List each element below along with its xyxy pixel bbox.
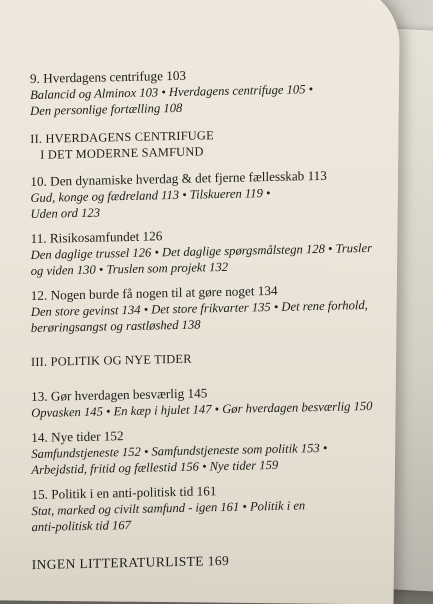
chapter-subsections: Den daglige trussel 126 • Det daglige spørgsmålstegn 128 • Trusler — [30, 240, 372, 263]
section-heading-line: II. HVERDAGENS CENTRIFUGE — [30, 128, 214, 147]
chapter-subsections: Samfundstjeneste 152 • Samfundstjeneste som politik 153 • — [31, 440, 328, 462]
chapter-subsections: Arbejdstid, fritid og fællestid 156 • Nye tider 159 — [31, 457, 279, 478]
chapter-title: 14. Nye tider 152 — [31, 428, 124, 446]
chapter-subsections: berøringsangst og rastløshed 138 — [30, 317, 201, 336]
toc-entry — [30, 63, 380, 119]
section-heading — [31, 347, 381, 370]
chapter-title: 12. Nogen burde få nogen til at gøre noget 134 — [30, 282, 278, 304]
chapter-subsections: Opvasken 145 • En kæp i hjulet 147 • Gør hverdagen besværlig 150 — [31, 398, 373, 421]
section-heading — [30, 124, 380, 163]
chapter-subsections: Den store gevinst 134 • Det store frikvarter 135 • Det rene forhold, — [30, 297, 368, 320]
section-heading-line: III. POLITIK OG NYE TIDER — [30, 351, 192, 370]
chapter-subsections: Den personlige fortælling 108 — [30, 100, 183, 119]
toc-entry — [31, 381, 381, 421]
toc-entry — [31, 223, 381, 279]
toc-entry — [31, 422, 381, 478]
chapter-subsections: Uden ord 123 — [30, 205, 101, 222]
chapter-title: 9. Hverdagens centrifuge 103 — [30, 67, 187, 87]
chapter-subsections: Balancid og Alminox 103 • Hverdagens centrifuge 105 • — [30, 82, 314, 103]
chapter-subsections: anti-politisk tid 167 — [31, 517, 131, 535]
chapter-subsections: Stat, marked og civilt samfund - igen 161 • Politik i en — [31, 498, 306, 519]
bibliography-note: INGEN LITTERATURLISTE 169 — [31, 552, 230, 573]
toc-entry — [31, 280, 381, 336]
table-of-contents — [30, 63, 382, 583]
toc-entry — [31, 479, 381, 535]
chapter-title: 10. Den dynamiske hverdag & det fjerne fællesskab 113 — [30, 167, 327, 190]
chapter-subsections: Gud, konge og fædreland 113 • Tilskueren 119 • — [30, 185, 271, 206]
chapter-subsections: og viden 130 • Truslen som projekt 132 — [30, 259, 229, 279]
chapter-title: 11. Risikosamfundet 126 — [30, 228, 163, 247]
chapter-title: 15. Politik i en anti-politisk tid 161 — [31, 483, 217, 503]
chapter-title: 13. Gør hverdagen besværlig 145 — [31, 385, 208, 405]
toc-entry — [30, 166, 380, 222]
section-heading-line: I DET MODERNE SAMFUND — [40, 144, 204, 162]
